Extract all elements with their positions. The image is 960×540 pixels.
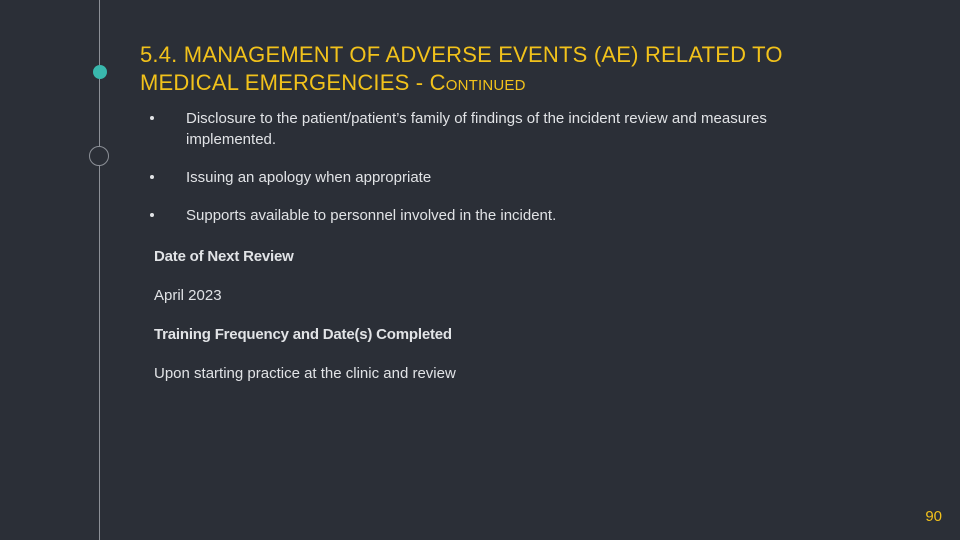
bullet-icon [150, 175, 154, 179]
training-heading: Training Frequency and Date(s) Completed [154, 326, 452, 343]
bullet-icon [150, 116, 154, 120]
slide-title-suffix: Continued [429, 70, 526, 95]
bullet-item [148, 205, 788, 226]
bullet-text: Supports available to personnel involved in the incident. [186, 207, 557, 224]
bullet-text: Disclosure to the patient/patient’s family of findings of the incident review and measures implemented. [186, 110, 767, 148]
timeline-dot-active [93, 65, 107, 79]
bullet-list [148, 108, 788, 243]
slide-title [140, 41, 840, 97]
bullet-item [148, 108, 788, 150]
next-review-heading: Date of Next Review [154, 248, 294, 265]
page-number: 90 [925, 508, 942, 525]
timeline-dot-open [89, 146, 109, 166]
next-review-value: April 2023 [154, 287, 222, 304]
bullet-icon [150, 213, 154, 217]
timeline-line [99, 0, 100, 540]
bullet-item [148, 167, 788, 188]
slide-title-main: 5.4. MANAGEMENT OF ADVERSE EVENTS (AE) RELATED TO MEDICAL EMERGENCIES - [140, 42, 783, 95]
bullet-text: Issuing an apology when appropriate [186, 169, 432, 186]
training-value: Upon starting practice at the clinic and review [154, 365, 456, 382]
